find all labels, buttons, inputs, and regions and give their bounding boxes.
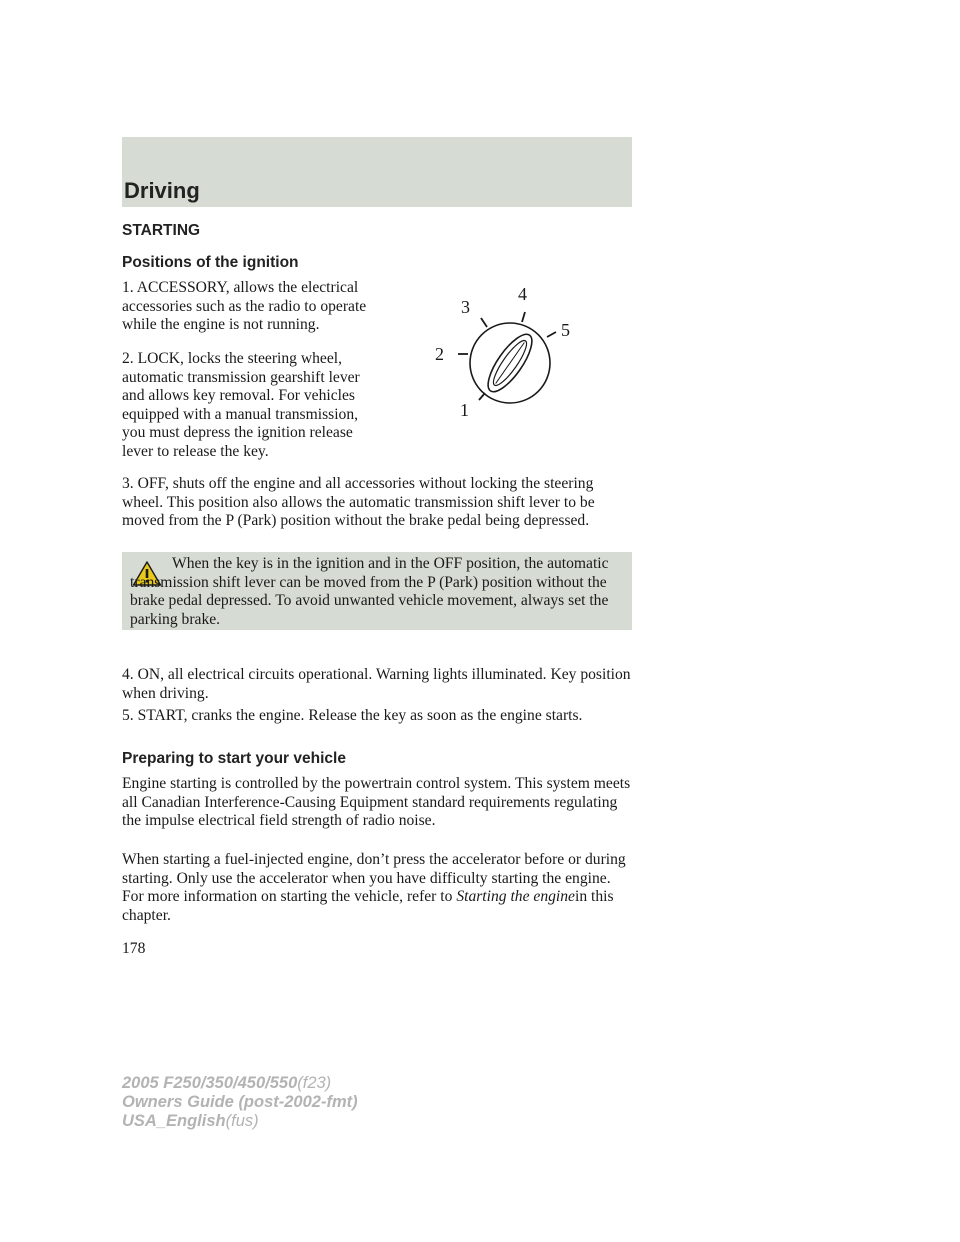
position-5-text: 5. START, cranks the engine. Release the key as soon as the engine starts. xyxy=(122,707,583,724)
document-footer xyxy=(122,1074,358,1131)
position-5-label: 5 xyxy=(561,320,570,340)
footer-language-code: (fus) xyxy=(225,1112,259,1130)
warning-text: When the key is in the ignition and in the OFF position, the automatic transmission shift lever can be moved from the P (Park) position without the brake pedal depressed. To avoid unwanted vehicle movement, always set the parking brake. xyxy=(130,555,609,628)
footer-model-line xyxy=(122,1074,358,1093)
position-2-text: 2. LOCK, locks the steering wheel, automatic transmission gearshift lever and allows key removal. For vehicles equipped with a manual transmission, you must depress the ignition release lever to release the key. xyxy=(122,350,360,460)
preparing-paragraph-2-end: in this chapter. xyxy=(122,888,614,924)
starting-the-engine-reference: Starting the engine xyxy=(456,888,575,906)
position-2-label: 2 xyxy=(435,344,444,364)
heading-starting: STARTING xyxy=(122,222,201,239)
page-number: 178 xyxy=(122,940,146,957)
position-4-tick xyxy=(522,312,525,322)
heading-preparing: Preparing to start your vehicle xyxy=(122,750,346,767)
position-4-text: 4. ON, all electrical circuits operational. Warning lights illuminated. Key position when driving. xyxy=(122,666,631,702)
position-3-text: 3. OFF, shuts off the engine and all accessories without locking the steering wheel. This position also allows the automatic transmission shift lever to be moved from the P (Park) position without the brake pedal being depressed. xyxy=(122,475,595,530)
position-3-tick xyxy=(481,318,487,327)
position-1-label: 1 xyxy=(460,400,469,420)
preparing-paragraph-2-body: When starting a fuel-injected engine, don’t press the accelerator before or during starting. Only use the accelerator when you have difficulty starting the engine. For more information on starting the vehicle, refer to xyxy=(122,851,626,906)
footer-guide-line: Owners Guide (post-2002-fmt) xyxy=(122,1093,358,1111)
position-3-label: 3 xyxy=(461,297,470,317)
footer-model-code: (f23) xyxy=(297,1074,332,1092)
section-title: Driving xyxy=(124,178,200,203)
position-1-text: 1. ACCESSORY, allows the electrical accessories such as the radio to operate while the engine is not running. xyxy=(122,279,367,334)
position-5-tick xyxy=(547,332,556,337)
ignition-positions-diagram xyxy=(425,280,595,430)
preparing-paragraph-2 xyxy=(122,851,634,925)
position-1-tick xyxy=(479,393,485,400)
footer-language: USA_English xyxy=(122,1112,226,1130)
warning-box xyxy=(122,552,632,630)
preparing-paragraph-1: Engine starting is controlled by the powertrain control system. This system meets all Canadian Interference-Causing Equipment standard requirements regulating the impulse electrical field strength of radio noise. xyxy=(122,775,631,830)
heading-positions: Positions of the ignition xyxy=(122,254,299,271)
footer-model: 2005 F250/350/450/550 xyxy=(122,1074,298,1092)
position-4-label: 4 xyxy=(518,284,527,304)
footer-language-line xyxy=(122,1112,358,1131)
ignition-cylinder xyxy=(470,323,550,403)
